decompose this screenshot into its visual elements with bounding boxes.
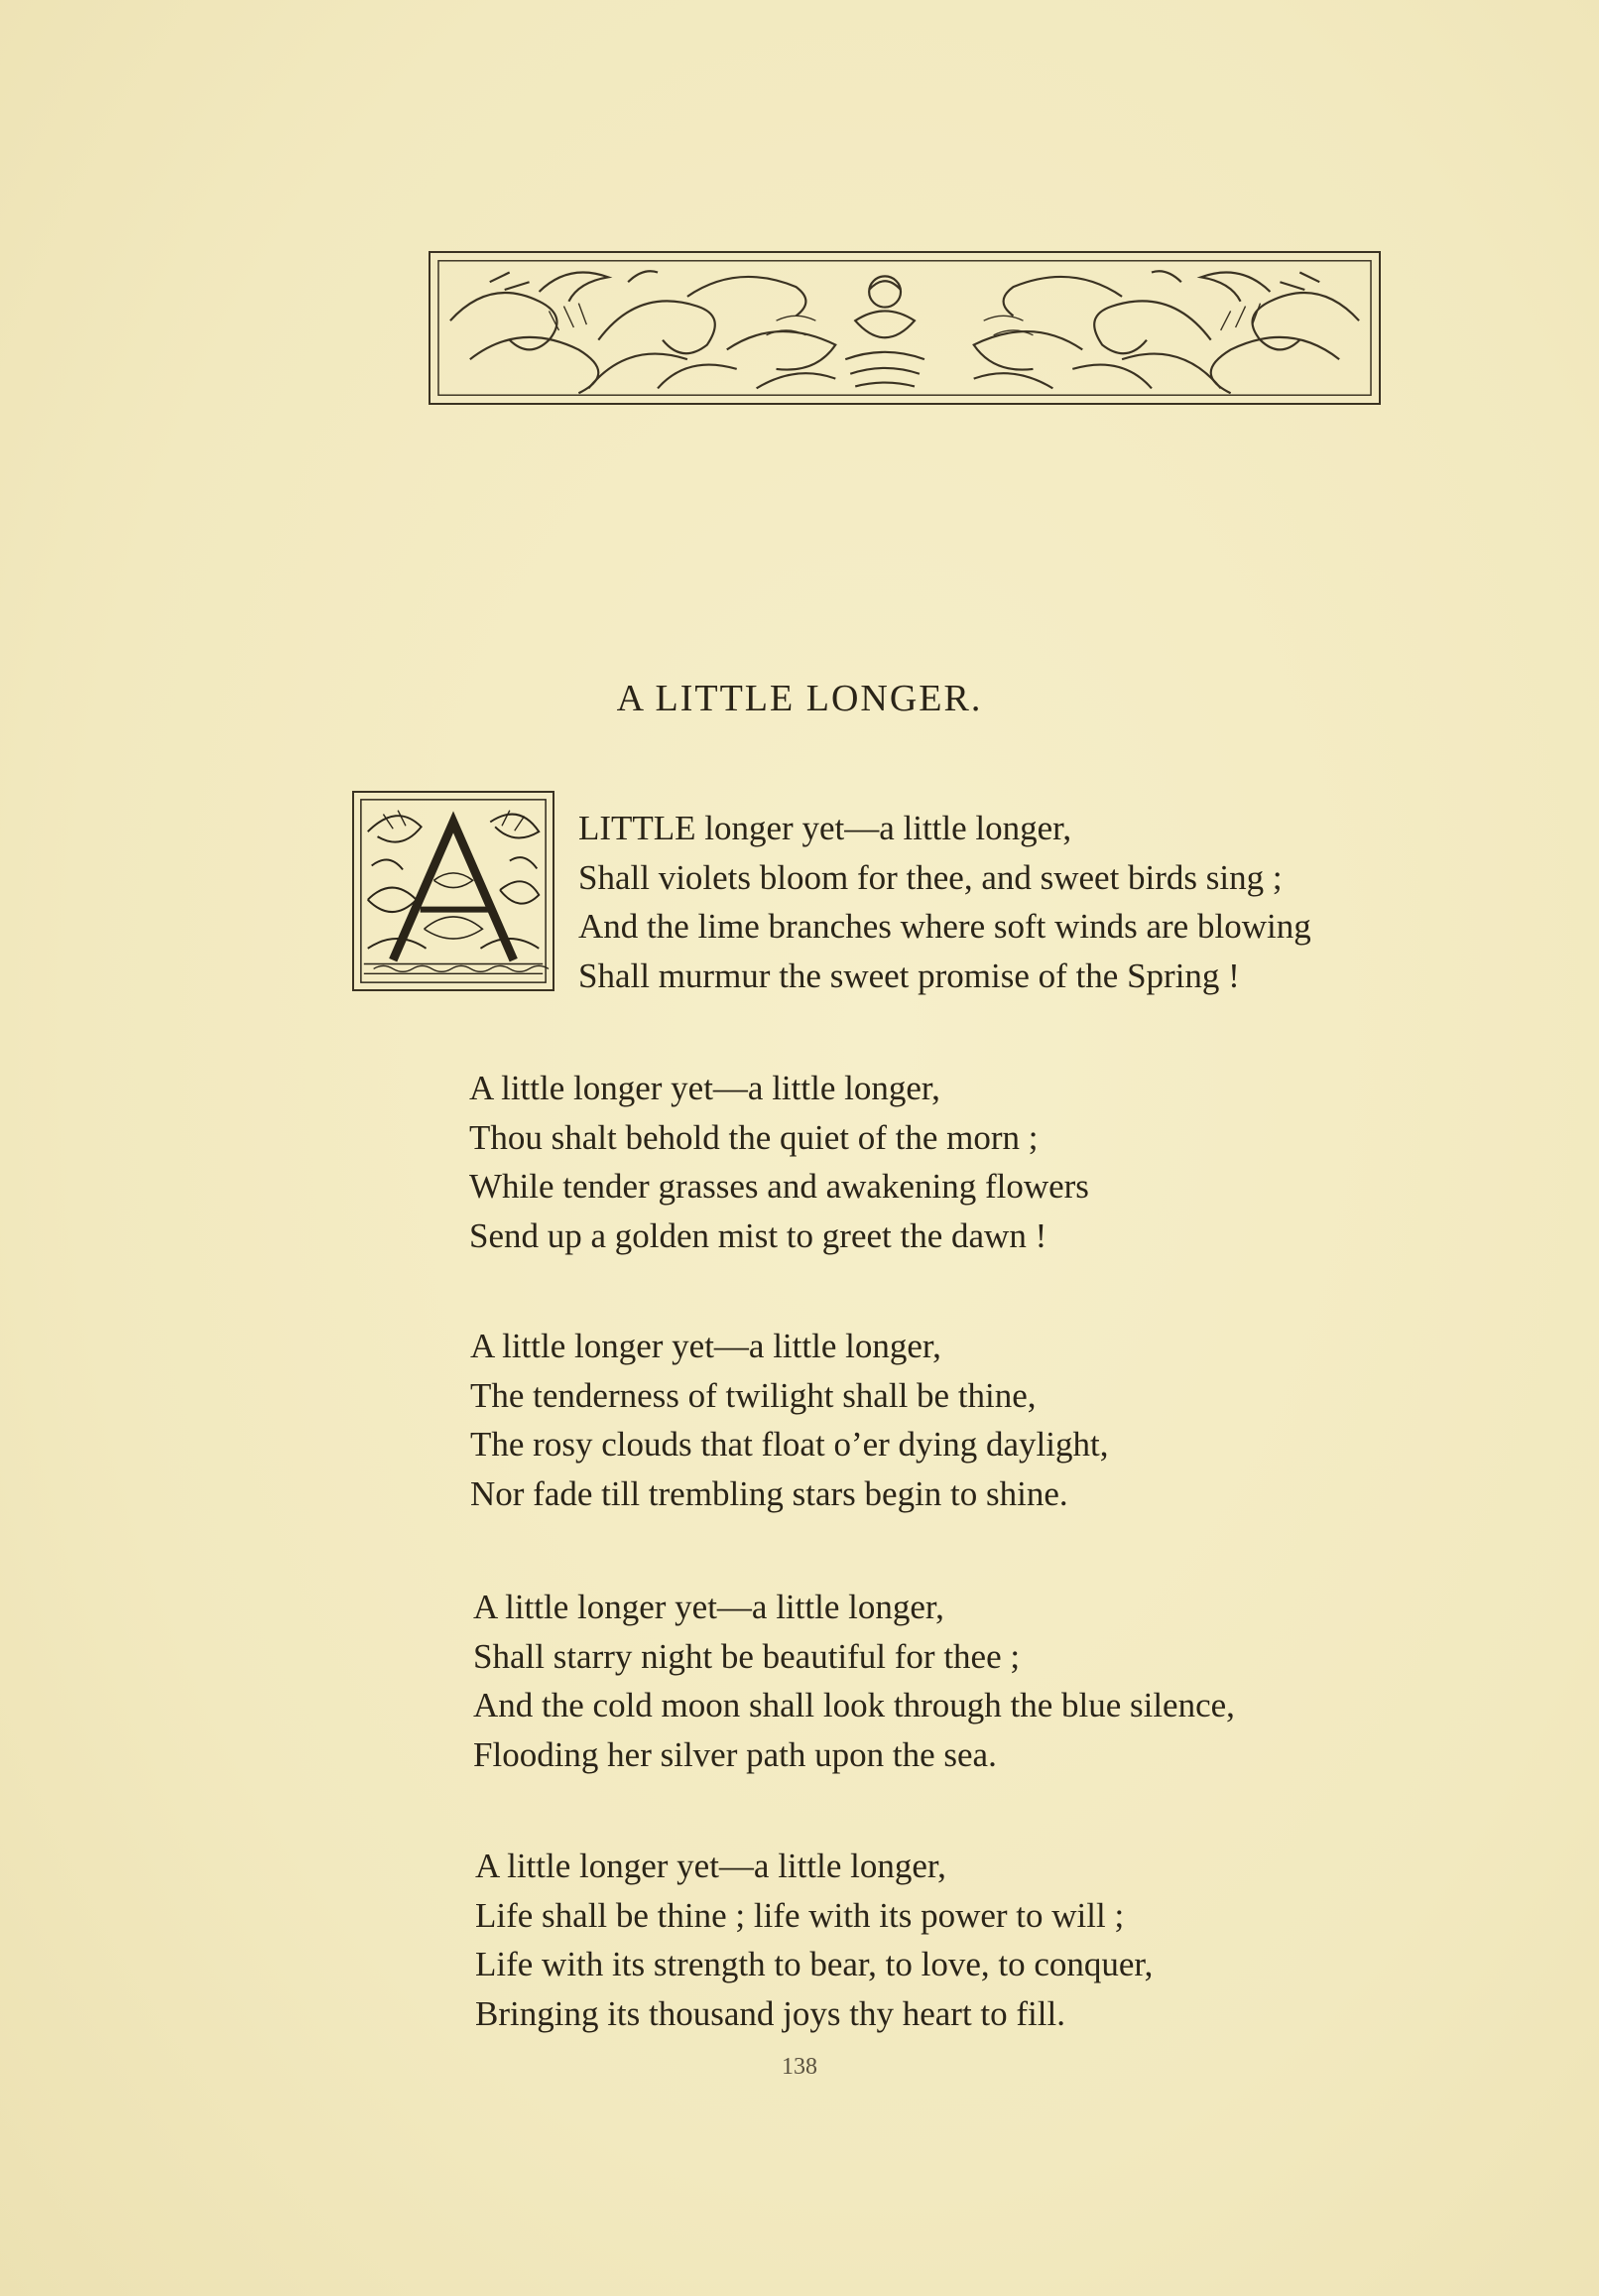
poem-line: Life shall be thine ; life with its power to will ; [475, 1895, 1125, 1935]
poem-line: A little longer yet—a little longer, [475, 1847, 946, 1885]
poem-line: A little longer yet—a little longer, [469, 1069, 940, 1107]
poem-line: While tender grasses and awakening flowers [469, 1167, 1089, 1206]
poem-line: LITTLE longer yet—a little longer, [578, 809, 1072, 847]
stanza-4 [473, 1583, 1235, 1779]
stanza-2 [469, 1064, 1089, 1260]
poem-line: Life with its strength to bear, to love, to conquer, [475, 1945, 1154, 1983]
poem-line: Thou shalt behold the quiet of the morn ; [469, 1117, 1039, 1157]
poem-line: Bringing its thousand joys thy heart to fill. [475, 1993, 1065, 2033]
stanza-3 [470, 1322, 1108, 1518]
poem-line: A little longer yet—a little longer, [470, 1327, 941, 1365]
poem-line: Shall violets bloom for thee, and sweet birds sing ; [578, 857, 1283, 897]
poem-line: And the lime branches where soft winds are blowing [578, 907, 1311, 946]
poem-line: Shall starry night be beautiful for thee ; [473, 1636, 1021, 1676]
poem-title: A LITTLE LONGER. [616, 678, 983, 719]
poem-line: Flooding her silver path upon the sea. [473, 1734, 997, 1774]
poem-line: A little longer yet—a little longer, [473, 1588, 944, 1626]
stanza-5 [475, 1842, 1153, 2038]
poem-line: Send up a golden mist to greet the dawn ! [469, 1215, 1047, 1255]
page-number: 138 [782, 2054, 817, 2080]
poem-line: The rosy clouds that float o’er dying daylight, [470, 1425, 1109, 1464]
poem-line: Nor fade till trembling stars begin to shine. [470, 1473, 1068, 1513]
poem-line: The tenderness of twilight shall be thine, [470, 1375, 1037, 1415]
poem-line: Shall murmur the sweet promise of the Spring ! [578, 956, 1240, 995]
floral-headpiece-ornament-icon [429, 251, 1381, 405]
stanza-1 [578, 804, 1311, 1000]
poem-line: And the cold moon shall look through the blue silence, [473, 1686, 1235, 1724]
ornamental-initial-a-icon [352, 791, 554, 991]
